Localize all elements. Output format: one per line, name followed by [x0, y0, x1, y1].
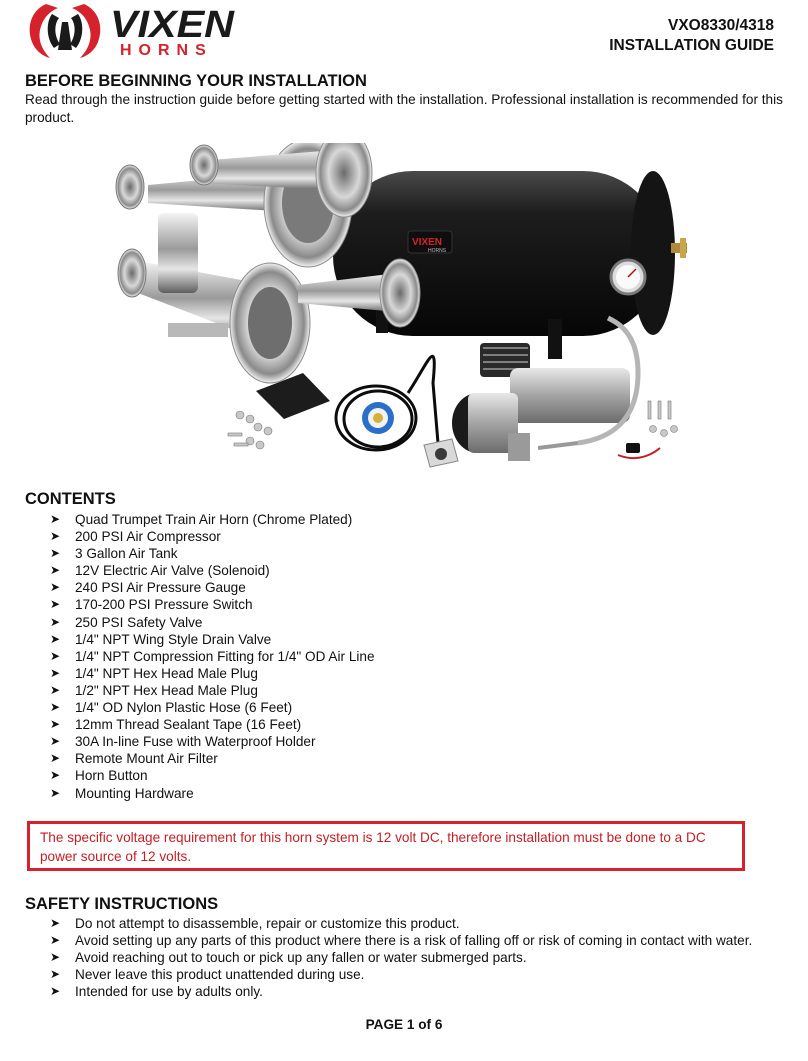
product-code: VXO8330/4318 — [667, 17, 774, 34]
inline-fuse — [618, 443, 660, 458]
list-item: ➤ 170-200 PSI Pressure Switch — [50, 597, 253, 613]
list-item: ➤ Horn Button — [50, 768, 148, 784]
arrow-bullet-icon: ➤ — [50, 700, 61, 715]
document-header — [609, 16, 774, 56]
arrow-bullet-icon: ➤ — [50, 597, 61, 612]
document-title: INSTALLATION GUIDE — [609, 37, 774, 54]
list-item: ➤ 240 PSI Air Pressure Gauge — [50, 580, 246, 596]
arrow-bullet-icon: ➤ — [50, 967, 61, 982]
list-item: ➤ Avoid reaching out to touch or pick up any fallen or water submerged parts. — [50, 950, 527, 966]
list-item: ➤ 200 PSI Air Compressor — [50, 529, 221, 545]
arrow-bullet-icon: ➤ — [50, 984, 61, 999]
logo-brand-bottom: HORNS — [120, 42, 213, 59]
list-item: ➤ Intended for use by adults only. — [50, 984, 263, 1000]
arrow-bullet-icon: ➤ — [50, 512, 61, 526]
list-item: ➤ Quad Trumpet Train Air Horn (Chrome Plated) — [50, 512, 353, 527]
page-number: PAGE 1 of 6 — [365, 1017, 443, 1032]
arrow-bullet-icon: ➤ — [50, 950, 61, 965]
arrow-bullet-icon: ➤ — [50, 614, 61, 629]
list-item: ➤ 1/2" NPT Hex Head Male Plug — [50, 682, 258, 698]
list-item: ➤ 12V Electric Air Valve (Solenoid) — [50, 563, 270, 579]
arrow-bullet-icon: ➤ — [50, 529, 61, 544]
tank-brand-sub-label: HORNS — [428, 248, 447, 254]
list-item: ➤ Avoid setting up any parts of this product where there is a risk of falling off or risk of coming in contact with water. — [50, 933, 753, 949]
thread-sealant-tape — [362, 402, 394, 434]
vixen-horns-logo — [24, 0, 239, 60]
logo-brand-top: VIXEN — [110, 4, 236, 46]
arrow-bullet-icon: ➤ — [50, 546, 61, 561]
arrow-bullet-icon: ➤ — [50, 916, 61, 930]
safety-list — [50, 915, 752, 1000]
product-photo — [108, 143, 700, 478]
arrow-bullet-icon: ➤ — [50, 734, 61, 749]
tank-brand-label: VIXEN — [412, 237, 443, 248]
list-item: ➤ Do not attempt to disassemble, repair or customize this product. — [50, 916, 460, 931]
list-item: ➤ 1/4" NPT Wing Style Drain Valve — [50, 631, 272, 647]
arrow-bullet-icon: ➤ — [50, 682, 61, 697]
arrow-bullet-icon: ➤ — [50, 665, 61, 680]
list-item: ➤ 30A In-line Fuse with Waterproof Holder — [50, 734, 316, 750]
list-item: ➤ Remote Mount Air Filter — [50, 751, 218, 767]
voltage-warning: The specific voltage requirement for this horn system is 12 volt DC, therefore installation must be done to a DC power source of 12 volts. — [27, 821, 745, 871]
arrow-bullet-icon: ➤ — [50, 933, 61, 948]
arrow-bullet-icon: ➤ — [50, 631, 61, 646]
list-item: ➤ Never leave this product unattended during use. — [50, 967, 365, 983]
arrow-bullet-icon: ➤ — [50, 580, 61, 595]
arrow-bullet-icon: ➤ — [50, 717, 61, 732]
contents-heading: CONTENTS — [25, 490, 116, 508]
list-item: ➤ 12mm Thread Sealant Tape (16 Feet) — [50, 717, 302, 733]
intro-text: Read through the instruction guide before getting started with the installation. Professional installation is recommended for this product. — [25, 92, 783, 125]
intro-heading: BEFORE BEGINNING YOUR INSTALLATION — [25, 72, 367, 90]
list-item: ➤ Mounting Hardware — [50, 785, 194, 801]
arrow-bullet-icon: ➤ — [50, 751, 61, 766]
list-item: ➤ 1/4" OD Nylon Plastic Hose (6 Feet) — [50, 700, 293, 716]
contents-list — [50, 511, 375, 802]
arrow-bullet-icon: ➤ — [50, 785, 61, 800]
list-item: ➤ 1/4" NPT Compression Fitting for 1/4" OD Air Line — [50, 648, 375, 664]
horn-button — [424, 439, 458, 467]
arrow-bullet-icon: ➤ — [50, 648, 61, 663]
air-tank — [333, 171, 687, 359]
safety-heading: SAFETY INSTRUCTIONS — [25, 895, 219, 913]
air-compressor — [452, 343, 630, 461]
arrow-bullet-icon: ➤ — [50, 563, 61, 578]
air-hose-coil — [336, 356, 438, 450]
arrow-bullet-icon: ➤ — [50, 768, 61, 783]
list-item: ➤ 1/4" NPT Hex Head Male Plug — [50, 665, 258, 681]
list-item: ➤ 3 Gallon Air Tank — [50, 546, 178, 562]
list-item: ➤ 250 PSI Safety Valve — [50, 614, 203, 630]
